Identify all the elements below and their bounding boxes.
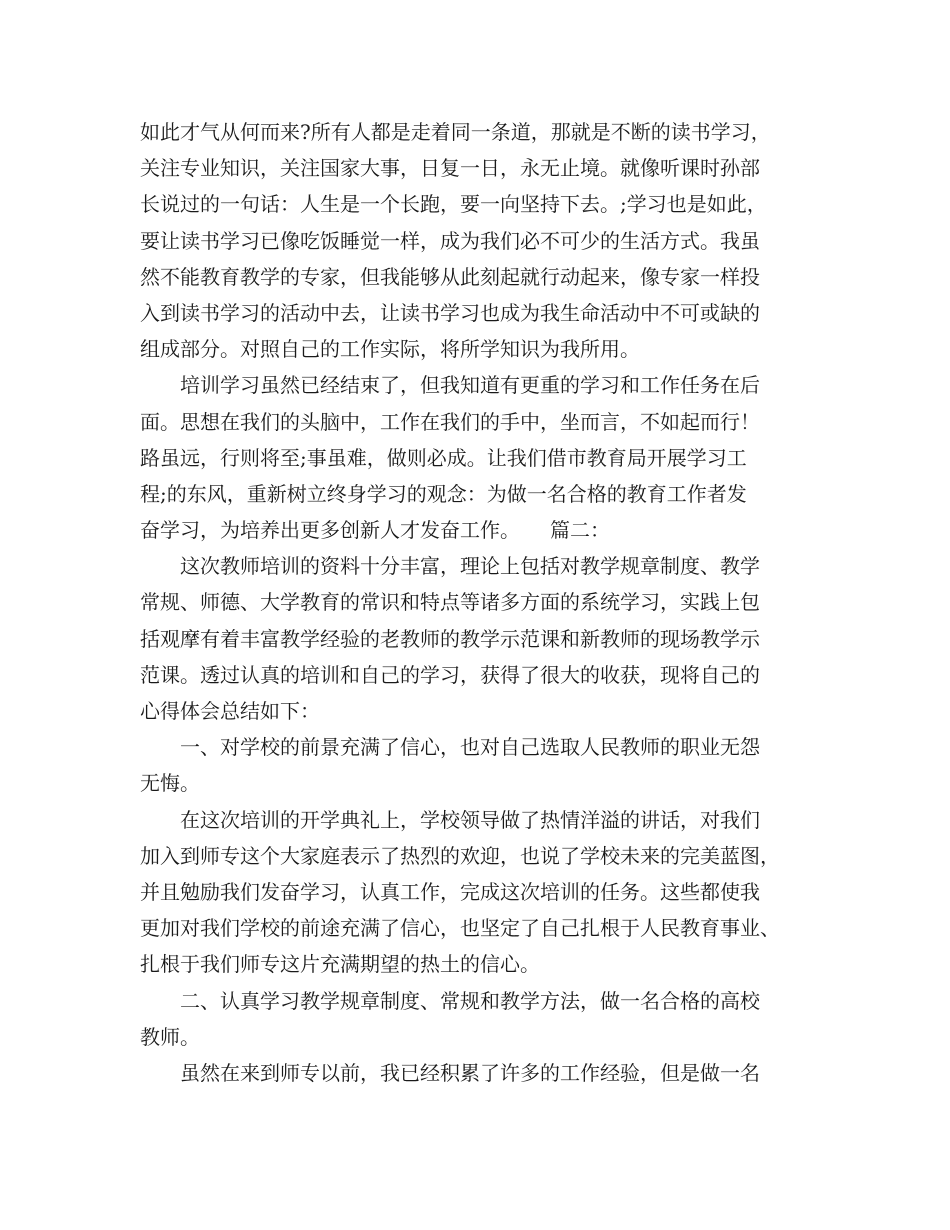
text-line: 关注专业知识，关注国家大事，日复一日，永无止境。就像听课时孙部 (140, 156, 760, 181)
text-line: 常规、师德、大学教育的常识和特点等诸多方面的系统学习，实践上包 (140, 590, 760, 615)
text-line: 括观摩有着丰富教学经验的老教师的教学示范课和新教师的现场教学示 (140, 626, 760, 651)
text-line: 路虽远，行则将至;事虽难，做则必成。让我们借市教育局开展学习工 (140, 445, 747, 470)
text-line: 奋学习，为培养出更多创新人才发奋工作。 篇二： (140, 518, 610, 543)
text-line: 程;的东风，重新树立终身学习的观念：为做一名合格的教育工作者发 (140, 481, 747, 506)
paragraph-first-line: 这次教师培训的资料十分丰富，理论上包括对教学规章制度、教学 (180, 554, 760, 579)
paragraph-first-line: 虽然在来到师专以前，我已经积累了许多的工作经验，但是做一名 (180, 1060, 760, 1085)
text-line: 面。思想在我们的头脑中，工作在我们的手中，坐而言，不如起而行！ (140, 409, 760, 434)
paragraph-first-line: 二、认真学习教学规章制度、常规和教学方法，做一名合格的高校 (180, 988, 760, 1013)
text-line: 并且勉励我们发奋学习，认真工作，完成这次培训的任务。这些都使我 (140, 879, 760, 904)
document-body-text (140, 114, 840, 1091)
text-line: 组成部分。对照自己的工作实际，将所学知识为我所用。 (140, 337, 640, 362)
text-line: 然不能教育教学的专家，但我能够从此刻起就行动起来，像专家一样投 (140, 264, 760, 289)
text-line: 要让读书学习已像吃饭睡觉一样，成为我们必不可少的生活方式。我虽 (140, 228, 760, 253)
text-line: 无悔。 (140, 771, 200, 796)
text-line: 心得体会总结如下： (140, 699, 320, 723)
text-line: 加入到师专这个大家庭表示了热烈的欢迎，也说了学校未来的完美蓝图， (140, 843, 780, 868)
text-line: 范课。透过认真的培训和自己的学习，获得了很大的收获，现将自己的 (140, 662, 760, 687)
paragraph-first-line: 在这次培训的开学典礼上，学校领导做了热情洋溢的讲话，对我们 (180, 807, 760, 832)
text-line: 入到读书学习的活动中去，让读书学习也成为我生命活动中不可或缺的 (140, 300, 760, 325)
paragraph-first-line: 培训学习虽然已经结束了，但我知道有更重的学习和工作任务在后 (180, 373, 760, 398)
text-line: 扎根于我们师专这片充满期望的热土的信心。 (140, 952, 540, 977)
text-line: 更加对我们学校的前途充满了信心，也坚定了自己扎根于人民教育事业、 (140, 916, 780, 941)
paragraph-first-line: 一、对学校的前景充满了信心，也对自己选取人民教师的职业无怨 (180, 735, 760, 760)
text-line: 长说过的一句话：人生是一个长跑，要一向坚持下去。;学习也是如此， (140, 192, 767, 217)
text-line: 教师。 (140, 1024, 200, 1049)
text-line: 如此才气从何而来?所有人都是走着同一条道，那就是不断的读书学习， (140, 120, 771, 144)
